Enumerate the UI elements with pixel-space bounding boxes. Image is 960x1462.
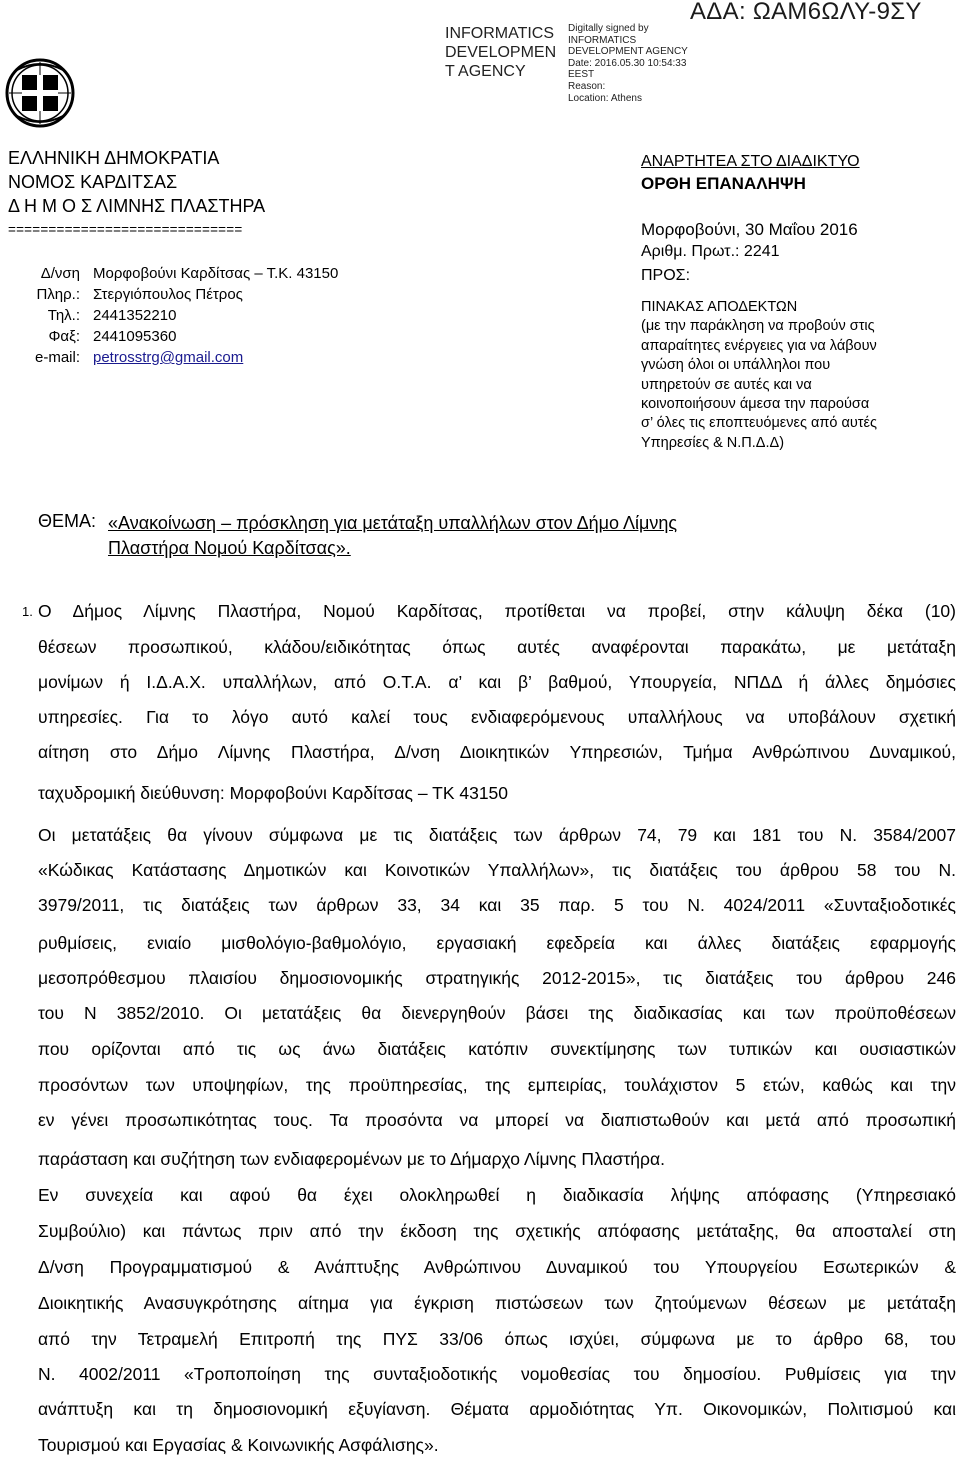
- recipient-line: ΠΙΝΑΚΑΣ ΑΠΟΔΕΚΤΩΝ: [641, 299, 798, 315]
- body-line: μονίμων ή Ι.Δ.Α.Χ. υπαλλήλων, από Ο.Τ.Α. α’ και β’ βαθμού, Υπουργεία, ΝΠΔΔ ή άλλες δημόσιες: [38, 672, 956, 692]
- sender-municipality: Δ Η Μ Ο Σ ΛΙΜΝΗΣ ΠΛΑΣΤΗΡΑ: [8, 196, 266, 216]
- header-separator: =============================: [8, 222, 243, 237]
- body-line: Τουρισμού και Εργασίας & Κοινωνικής Ασφάλισης».: [38, 1435, 439, 1455]
- body-line: Εν συνεχεία και αφού θα έχει ολοκληρωθεί η διαδικασία λήψης απόφασης (Υπηρεσιακό: [38, 1185, 956, 1205]
- body-line: Ο Δήμος Λίμνης Πλαστήρα, Νομού Καρδίτσας, προτίθεται να προβεί, στην κάλυψη δέκα (10): [38, 601, 956, 621]
- ada-code: ΑΔΑ: ΩΑΜ6ΩΛΥ-9ΣΥ: [690, 0, 922, 25]
- subject-line: Πλαστήρα Νομού Καρδίτσας».: [108, 538, 351, 558]
- body-line: ταχυδρομική διεύθυνση: Μορφοβούνι Καρδίτσας – ΤΚ 43150: [38, 783, 509, 803]
- body-line: Οι μετατάξεις θα γίνουν σύμφωνα με τις διατάξεις των άρθρων 74, 79 και 181 του Ν. 3584/2007: [38, 825, 956, 845]
- body-line: του Ν 3852/2010. Οι μετατάξεις θα διενεργηθούν βάσει της διαδικασίας και των προϋποθέσεων: [38, 1003, 956, 1023]
- body-line: εν γένει προσωπικότητας τους. Τα προσόντα να μπορεί να διαπιστωθούν και μετά από προσωπική: [38, 1110, 956, 1130]
- correction-notice: ΟΡΘΗ ΕΠΑΝΑΛΗΨΗ: [641, 174, 806, 193]
- contact-value: 2441095360: [93, 328, 177, 345]
- place-date: Μορφοβούνι, 30 Μαΐου 2016: [641, 220, 858, 239]
- body-line: ανάπτυξη και τη δημοσιονομική εξυγίανση. Θέματα αρμοδιότητας Υπ. Οικονομικών, Πολιτισμού και: [38, 1399, 956, 1419]
- to-label: ΠΡΟΣ:: [641, 267, 691, 284]
- body-line: που ορίζονται από τις ως άνω διατάξεις κατόπιν συνεκτίμησης των τυπικών και ουσιαστικών: [38, 1039, 956, 1059]
- signature-detail-line: Date: 2016.05.30 10:54:33: [568, 57, 687, 69]
- subject-label: ΘΕΜΑ:: [38, 511, 97, 531]
- recipient-line: απαραίτητες ενέργειες για να λάβουν: [641, 337, 877, 354]
- signature-org-line: T AGENCY: [445, 63, 526, 80]
- recipient-line: Υπηρεσίες & Ν.Π.Δ.Δ): [641, 434, 785, 451]
- body-line: Συμβούλιο) και πάντως πριν από την έκδοση της σχετικής απόφασης μετάταξης, θα αποσταλεί στη: [38, 1221, 956, 1241]
- sender-prefecture: ΝΟΜΟΣ ΚΑΡΔΙΤΣΑΣ: [8, 172, 178, 192]
- posting-notice: ΑΝΑΡΤΗΤΕΑ ΣΤΟ ΔΙΑΔΙΚΤΥΟ: [641, 153, 860, 170]
- body-line: μεσοπρόθεσμου πλαισίου δημοσιονομικής στρατηγικής 2012-2015», τις διατάξεις του άρθρου 246: [38, 968, 956, 988]
- recipient-block: [641, 298, 941, 453]
- recipient-line: γνώση όλοι οι υπάλληλοι που: [641, 357, 831, 374]
- body-line: αίτηση στο Δήμο Λίμνης Πλαστήρα, Δ/νση Διοικητικών Υπηρεσιών, Τμήμα Ανθρώπινου Δυναμικού,: [38, 742, 956, 762]
- email-link[interactable]: petrosstrg@gmail.com: [93, 349, 244, 366]
- body-line: 3979/2011, τις διατάξεις των άρθρων 33, 34 και 35 παρ. 5 του Ν. 4024/2011 «Συνταξιοδοτικές: [38, 895, 956, 915]
- signature-detail-line: Location: Athens: [568, 92, 642, 104]
- contact-value: Μορφοβούνι Καρδίτσας – Τ.Κ. 43150: [93, 265, 339, 282]
- contact-label: Δ/νση: [40, 265, 80, 282]
- body-line: Ν. 4002/2011 «Τροποποίηση της συνταξιοδοτικής νομοθεσίας του δημοσίου. Ρυθμίσεις για την: [38, 1364, 956, 1384]
- signature-detail-line: INFORMATICS: [568, 34, 637, 46]
- body-line: υπηρεσίες. Για το λόγο αυτό καλεί τους ενδιαφερόμενους υπαλλήλους να υποβάλουν σχετική: [38, 707, 956, 727]
- signature-detail-line: EEST: [568, 69, 595, 81]
- contact-label: Φαξ:: [48, 328, 80, 345]
- recipient-line: υπηρετούν σε αυτές και να: [641, 376, 812, 393]
- recipient-line: κοινοποιήσουν άμεσα την παρούσα: [641, 396, 870, 413]
- subject-text: [108, 511, 677, 561]
- signature-detail-line: DEVELOPMENT AGENCY: [568, 46, 688, 58]
- recipient-line: (με την παράκληση να προβούν στις: [641, 318, 875, 335]
- body-line: θέσεων προσωπικού, κλάδου/ειδικότητας όπως αυτές αναφέρονται παρακάτω, με μετάταξη: [38, 637, 956, 657]
- body-line: Διοικητικής Ανασυγκρότησης αίτημα για έγκριση πιστώσεων των ζητούμενων θέσεων με μετάταξη: [38, 1293, 956, 1313]
- protocol-number: Αριθμ. Πρωτ.: 2241: [641, 243, 780, 260]
- contact-value: 2441352210: [93, 307, 177, 324]
- contact-value: Στεργιόπουλος Πέτρος: [93, 286, 243, 303]
- item-number: 1.: [22, 604, 33, 619]
- recipient-line: σ’ όλες τις εποπτευόμενες από αυτές: [641, 415, 877, 432]
- contact-label: Τηλ.:: [47, 307, 80, 324]
- signature-detail-line: Reason:: [568, 80, 606, 92]
- body-line: από την Τετραμελή Επιτροπή της ΠΥΣ 33/06 όπως ισχύει, σύμφωνα με το άρθρο 68, του: [38, 1329, 956, 1349]
- contact-label: Πληρ.:: [36, 286, 80, 303]
- signature-org-line: INFORMATICS: [445, 25, 555, 42]
- greek-emblem-icon: [5, 58, 75, 128]
- body-line: ρυθμίσεις, ενιαίο μισθολόγιο-βαθμολόγιο, εργασιακή εφεδρεία και άλλες διατάξεις εφαρμογής: [38, 933, 956, 953]
- signature-organization: [445, 24, 556, 81]
- subject-line: «Ανακοίνωση – πρόσκληση για μετάταξη υπαλλήλων στον Δήμο Λίμνης: [108, 513, 678, 533]
- signature-details: [568, 23, 688, 104]
- signature-org-line: DEVELOPMEN: [445, 44, 557, 61]
- body-line: προσόντων των υποψηφίων, της προϋπηρεσίας, της εμπειρίας, τουλάχιστον 5 ετών, καθώς και την: [38, 1075, 956, 1095]
- body-line: «Κώδικας Κατάστασης Δημοτικών και Κοινοτικών Υπαλλήλων», τις διατάξεις του άρθρου 58 του Ν.: [38, 860, 956, 880]
- sender-country: ΕΛΛΗΝΙΚΗ ΔΗΜΟΚΡΑΤΙΑ: [8, 148, 220, 168]
- body-line: Δ/νση Προγραμματισμού & Ανάπτυξης Ανθρώπινου Δυναμικού του Υπουργείου Εσωτερικών &: [38, 1257, 956, 1277]
- body-line: παράσταση και συζήτηση των ενδιαφερομένων με το Δήμαρχο Λίμνης Πλαστήρα.: [38, 1149, 665, 1169]
- signature-detail-line: Digitally signed by: [568, 23, 649, 34]
- contact-label: e-mail:: [34, 349, 80, 366]
